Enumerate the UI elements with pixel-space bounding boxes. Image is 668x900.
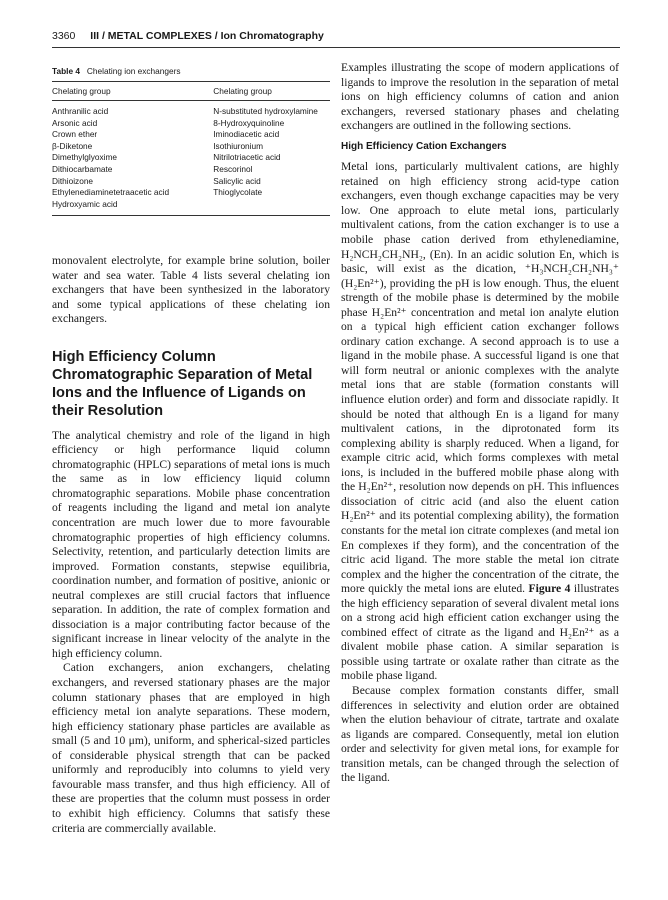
right-column	[341, 61, 619, 786]
text: concentration and metal ion analyte elution on a typical high efficient cation exchanger follows ordinary cation exchange. A second approach is to use a ligand in the mobile phase. A successful ligand is one that will form neutral or anionic complexes with the analyte metal ions that are stable (formation constants will influence elution order) and form and dissociate rapidly. It should be noted that although En is a ligand for many multivalent cations, in the diprotonated form its complexing ability is sharply reduced. When a ligand, for example citric acid, which forms complexes with metal ions, is included in the buffered mobile phase along with the	[341, 305, 619, 494]
table-cell: 8-Hydroxyquinoline	[213, 117, 285, 128]
paragraph: Cation exchangers, anion exchangers, chelating exchangers, and reversed stationary phases are the major column stationary phases that are employed in high efficiency metal ion analyte separations. These modern, high efficiency stationary phase particles are available as small (5 and 10 μm), uniform, and spherical-sized particles of considerable physical strength that can be packed uniformly and reproducibly into columns to yield very favourable mass transfer, and thus high efficiency. All of these are properties that the column must possess in order to exhibit high efficiency. Columns that satisfy these criteria are commercially available.	[52, 661, 330, 835]
table-cell: Dimethylglyoxime	[52, 152, 118, 163]
table-cell: Thioglycolate	[213, 187, 263, 198]
table-4	[52, 66, 330, 216]
paragraph: Examples illustrating the scope of modern applications of ligands to improve the resolution in the separation of metal ions on high efficiency columns of cation and anion exchangers, reversed stationary phases and chelating exchangers are outlined in the following sections.	[341, 61, 619, 133]
table-caption-text: Chelating ion exchangers	[86, 66, 181, 76]
table-row	[52, 176, 330, 188]
table-cell: N-substituted hydroxylamine	[213, 106, 318, 116]
table-row	[52, 199, 330, 216]
paragraph: Because complex formation constants differ, small differences in selectivity and elution order are obtained when the elution behaviour of citrate, tartrate and oxalate as ligands are compared. Consequently, metal ion elution order and selectivity for given metal ions, for example for transition metals, can be changed through the selection of the ligand.	[341, 683, 619, 785]
formula: H₂En²⁺	[371, 305, 407, 319]
text: as a divalent mobile phase cation. A similar separation is possible using tartrate or oxalate rather than citrate as the mobile phase ligand.	[341, 625, 619, 683]
left-column	[52, 254, 330, 836]
text: illustrates the high efficiency separation of several divalent metal ions on a strong acid high efficient cation exchanger using the combined effect of citrate as the ligand and	[341, 582, 620, 639]
table-cell: Hydroxyamic acid	[52, 199, 213, 216]
formula: H₂En²⁺	[341, 509, 376, 523]
section-title: III / METAL COMPLEXES / Ion Chromatography	[90, 30, 324, 42]
paragraph: monovalent electrolyte, for example brine solution, boiler water and sea water. Table 4 lists several chelating ion exchangers that have been synthesized in the laboratory and some typical applications of these chelating ion exchangers.	[52, 254, 330, 326]
figure-reference[interactable]: Figure 4	[528, 582, 571, 596]
table-cell: Nitrilotriacetic acid	[213, 152, 281, 163]
table-cell: Salicylic acid	[213, 175, 261, 186]
table-cell: Dithioizone	[52, 175, 94, 186]
table-label: Table 4	[52, 66, 80, 76]
text: , resolution now depends on pH. This influences dissociation of citric acid (and also the eluent cation	[341, 480, 619, 508]
formula: H₂En²⁺	[358, 480, 394, 494]
table-caption	[52, 66, 330, 76]
formula: ⁺H₃NCH₂CH₂NH₃⁺ (H₂En²⁺),	[341, 262, 619, 290]
column-header: Chelating group	[213, 82, 330, 101]
text: providing the pH is low enough. Thus, the eluent strength of the mobile phase is determined by the mobile phase	[341, 276, 619, 319]
section-heading: High Efficiency Column Chromatographic Separation of Metal Ions and the Influence of Ligands on their Resolution	[52, 348, 313, 419]
paragraph: The analytical chemistry and role of the ligand in high efficiency or high performance liquid column chromatographic (HPLC) separations of metal ions is much the same as in low efficiency liquid column chromatographic separations. Mobile phase concentration of reagents including the ligand and metal ion analyte concentration are much lower due to more favourable chromatographic properties of high efficiency columns. Selectivity, retention, and particularly detection limits are improved. Formation constants, stepwise equilibria, coordination number, and formation of positive, anionic or neutral complexes are still crucial factors that influence separation. In addition, the rate of complex formation and dissociation is a major contributing factor because of the significant increase in linear velocity of the analyte in the high efficiency column.	[52, 428, 330, 660]
table-cell: Isothiuronium	[213, 140, 264, 151]
formula: H₂NCH₂CH₂NH₂,	[341, 247, 426, 261]
table-cell: Dithiocarbamate	[52, 163, 113, 174]
text: (En). In an acidic solution En, which is basic, will exist as the dication,	[341, 247, 619, 276]
table-cell: β-Diketone	[52, 140, 93, 151]
table-cell: Iminodiacetic acid	[213, 129, 280, 140]
running-header	[52, 30, 620, 48]
table-row	[52, 164, 330, 176]
table-row	[52, 187, 330, 199]
subsection-heading: High Efficiency Cation Exchangers	[341, 140, 507, 152]
table-row	[52, 101, 330, 118]
column-header: Chelating group	[52, 82, 213, 101]
table-cell: Ethylenediaminetetraacetic acid	[52, 187, 170, 198]
table-cell: Crown ether	[52, 129, 98, 140]
page-number: 3360	[52, 30, 76, 42]
table-cell	[213, 199, 330, 216]
formula: H₂En²⁺	[559, 625, 595, 639]
table-cell: Arsonic acid	[52, 117, 98, 128]
text: and its potential complexing ability), the formation constants for the metal ion citrate complexes (and metal ion En complexes if they form), and the concentration of the citric acid ligand. The more stable the metal ion citrate complex and the higher the concentration of the citrate, the more quickly the metal ions are eluted.	[341, 509, 619, 596]
paragraph	[341, 160, 619, 684]
text: Metal ions, particularly multivalent cations, are highly retained on high efficiency strong acid-type cation exchangers, even though exchange capacities may be very low. One approach to elute metal ions, particularly multivalent cations, from the cation exchanger is to use a mobile phase cation derived from ethylenediamine,	[341, 160, 619, 247]
table-row	[52, 152, 330, 164]
table-row	[52, 141, 330, 153]
table-cell: Rescorinol	[213, 163, 253, 174]
table-cell: Anthranilic acid	[52, 106, 109, 116]
table-row	[52, 118, 330, 130]
chelating-table	[52, 81, 330, 216]
table-row	[52, 129, 330, 141]
